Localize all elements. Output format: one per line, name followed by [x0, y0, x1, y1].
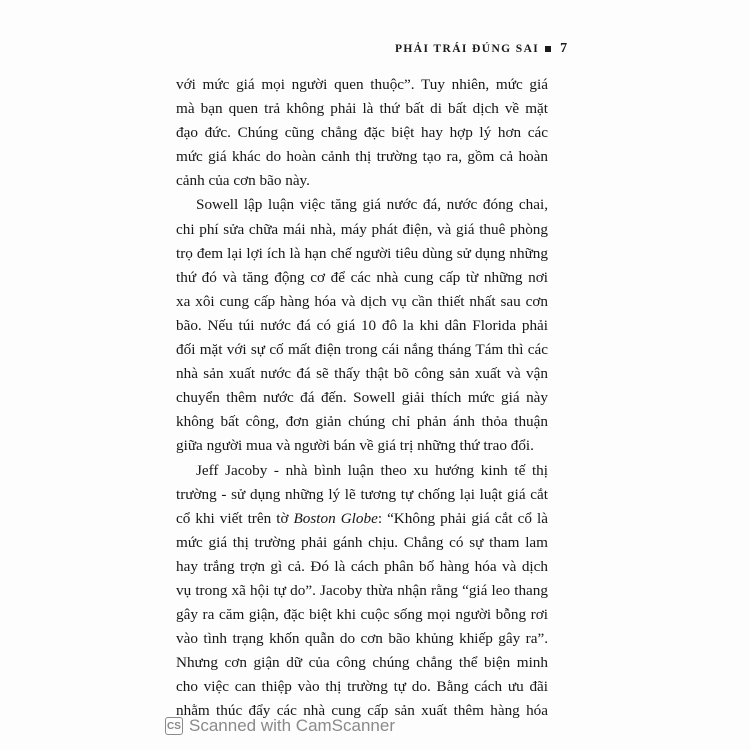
publication-title: Boston Globe — [293, 509, 378, 527]
text-line: giữa người mua và người bán về giá trị những thứ trao đổi. — [176, 437, 534, 455]
text-line: Nhưng cơn giận dữ của công chúng chẳng thể biện minh — [176, 654, 548, 672]
text-line: gây ra căm giận, đặc biệt khi cuộc sống mọi người bỗng rơi — [176, 606, 548, 624]
text-line: bão. Nếu túi nước đá có giá 10 đô la khi dân Florida phải — [176, 316, 548, 334]
text-line: vụ trong xã hội tự do”. Jacoby thừa nhận rằng “giá leo thang — [176, 581, 548, 599]
text-line: không bất công, đơn giản chúng chỉ phản ánh thỏa thuận — [176, 413, 548, 431]
text-line — [176, 507, 548, 531]
text-line: cho việc can thiệp vào thị trường tự do. Bằng cách ưu đãi — [176, 678, 548, 696]
text-segment: : “Không phải giá cắt cổ là — [377, 509, 548, 527]
text-line: Sowell lập luận việc tăng giá nước đá, nước đóng chai, — [196, 196, 548, 214]
text-line: mà bạn quen trả không phải là thứ bất di bất dịch về mặt — [176, 100, 548, 118]
camscanner-logo-icon: CS — [165, 717, 183, 735]
text-line: thứ đó và tăng động cơ để các nhà cung cấp từ những nơi — [176, 268, 548, 286]
text-line: hay trắng trợn gì cả. Đó là cách phân bố hàng hóa và dịch — [176, 557, 548, 575]
running-header — [395, 41, 567, 57]
text-line: vào tình trạng khốn quẫn do cơn bão khủng khiếp gây ra”. — [176, 630, 548, 648]
text-line: nhằm thúc đẩy các nhà cung cấp sản xuất thêm hàng hóa — [176, 702, 548, 720]
paragraph — [176, 73, 548, 193]
text-line: cảnh của cơn bão này. — [176, 172, 310, 190]
text-line: mức giá thị trường phải gánh chịu. Chẳng có sự tham lam — [176, 533, 548, 551]
text-line: trường - sử dụng những lý lẽ tương tự chống lại luật giá cắt — [176, 485, 548, 503]
text-line: mức giá khác do hoàn cảnh thị trường tạo ra, gồm cả hoàn — [176, 148, 548, 166]
text-segment: cổ khi viết trên tờ — [176, 509, 294, 527]
text-line: trọ đem lại lợi ích là hạn chế người tiêu dùng sử dụng những — [176, 244, 548, 262]
camscanner-watermark — [165, 716, 395, 736]
text-line: chuyển thêm nước đá đến. Sowell giải thích mức giá này — [176, 389, 548, 407]
body-text — [176, 73, 548, 724]
text-line: chi phí sửa chữa mái nhà, máy phát điện, và giá thuê phòng — [176, 220, 548, 238]
page-number: 7 — [560, 41, 568, 56]
watermark-label: Scanned with CamScanner — [189, 716, 396, 735]
paragraph — [176, 459, 548, 724]
square-bullet-icon — [545, 46, 551, 52]
text-line: xa xôi cung cấp hàng hóa và dịch vụ cần thiết nhất sau cơn — [176, 292, 548, 310]
text-line: nhà sản xuất nước đá sẽ thấy thật bõ công sản xuất và vận — [176, 365, 548, 383]
paragraph — [176, 193, 548, 458]
text-line: với mức giá mọi người quen thuộc”. Tuy nhiên, mức giá — [176, 76, 548, 93]
text-line: Jeff Jacoby - nhà bình luận theo xu hướng kinh tế thị — [196, 461, 548, 479]
text-line: đối mặt với sự cố mất điện trong cái nắng tháng Tám thì các — [176, 341, 548, 359]
chapter-title: PHẢI TRÁI ĐÚNG SAI — [395, 43, 540, 55]
text-line: đạo đức. Chúng cũng chẳng đặc biệt hay hợp lý hơn các — [176, 124, 548, 142]
